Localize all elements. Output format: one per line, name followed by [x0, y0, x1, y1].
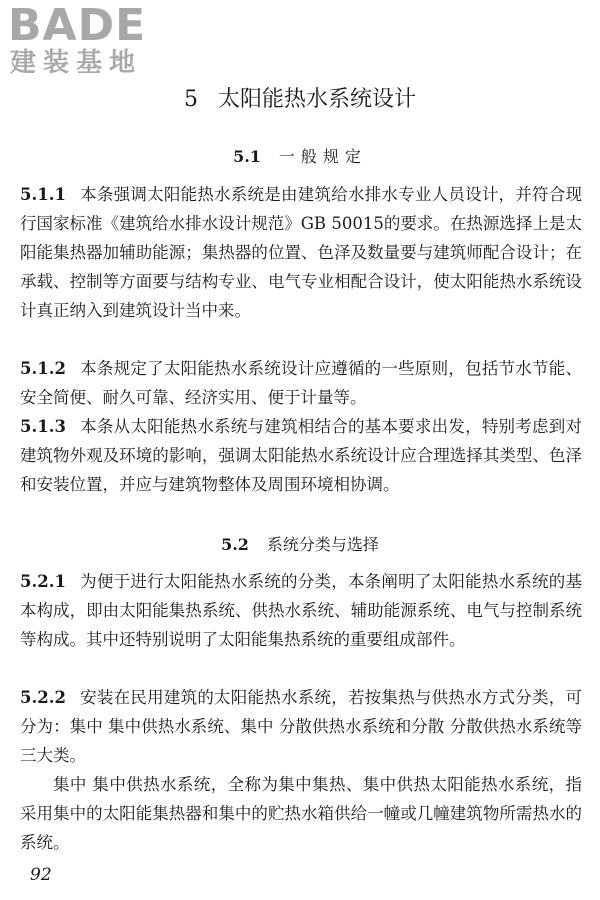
section-number: 5.1 — [233, 147, 261, 166]
clause-number: 5.1.1 — [20, 185, 66, 204]
clause-number: 5.2.2 — [20, 688, 66, 707]
clause-text: 集中 集中供热水系统，全称为集中集热、集中供热太阳能热水系统，指采用集中的太阳能集热器和集中的贮热水箱供给一幢或几幢建筑物所需热水的系统。 — [20, 775, 582, 852]
clause-5-1-1 — [20, 180, 582, 325]
clause-number: 5.2.1 — [20, 572, 66, 591]
logo-text-en: BADE — [8, 0, 147, 51]
chapter-number: 5 — [183, 87, 198, 112]
section-heading-5-1 — [0, 145, 600, 169]
clause-5-1-2 — [20, 354, 582, 412]
chapter-title-text: 太阳能热水系统设计 — [217, 87, 416, 112]
clause-text: 安装在民用建筑的太阳能热水系统，若按集热与供热水方式分类，可分为：集中 集中供热水系统、集中 分散供热水系统和分散 分散供热水系统等三大类。 — [20, 688, 582, 765]
section-number: 5.2 — [221, 535, 249, 554]
clause-number: 5.1.3 — [20, 417, 66, 436]
section-title-text: 一般规定 — [278, 147, 367, 166]
clause-5-2-2 — [20, 683, 582, 770]
clause-text: 本条从太阳能热水系统与建筑相结合的基本要求出发，特别考虑到对建筑物外观及环境的影响，强调太阳能热水系统设计应合理选择其类型、色泽和安装位置，并应与建筑物整体及周围环境相协调。 — [20, 417, 582, 494]
logo-text-zh: 建装基地 — [10, 48, 143, 78]
clause-number: 5.1.2 — [20, 359, 66, 378]
clause-5-2-2-continuation — [20, 770, 582, 857]
bade-logo — [8, 2, 176, 82]
clause-text: 本条规定了太阳能热水系统设计应遵循的一些原则，包括节水节能、安全简便、耐久可靠、经济实用、便于计量等。 — [20, 359, 582, 407]
clause-5-2-1 — [20, 567, 582, 654]
section-heading-5-2 — [0, 533, 600, 557]
chapter-title — [0, 86, 600, 114]
clause-text: 为便于进行太阳能热水系统的分类，本条阐明了太阳能热水系统的基本构成，即由太阳能集热系统、供热水系统、辅助能源系统、电气与控制系统等构成。其中还特别说明了太阳能集热系统的重要组成部件。 — [20, 572, 582, 649]
page-number: 92 — [30, 865, 52, 885]
clause-5-1-3 — [20, 412, 582, 499]
clause-text: 本条强调太阳能热水系统是由建筑给水排水专业人员设计，并符合现行国家标准《建筑给水排水设计规范》GB 50015的要求。在热源选择上是太阳能集热器加辅助能源；集热器的位置、色泽及数量要与建筑师配合设计；在承载、控制等方面要与结构专业、电气专业相配合设计，使太阳能热水系统设计真正纳入到建筑设计当中来。 — [20, 185, 582, 320]
section-title-text: 系统分类与选择 — [266, 535, 379, 554]
